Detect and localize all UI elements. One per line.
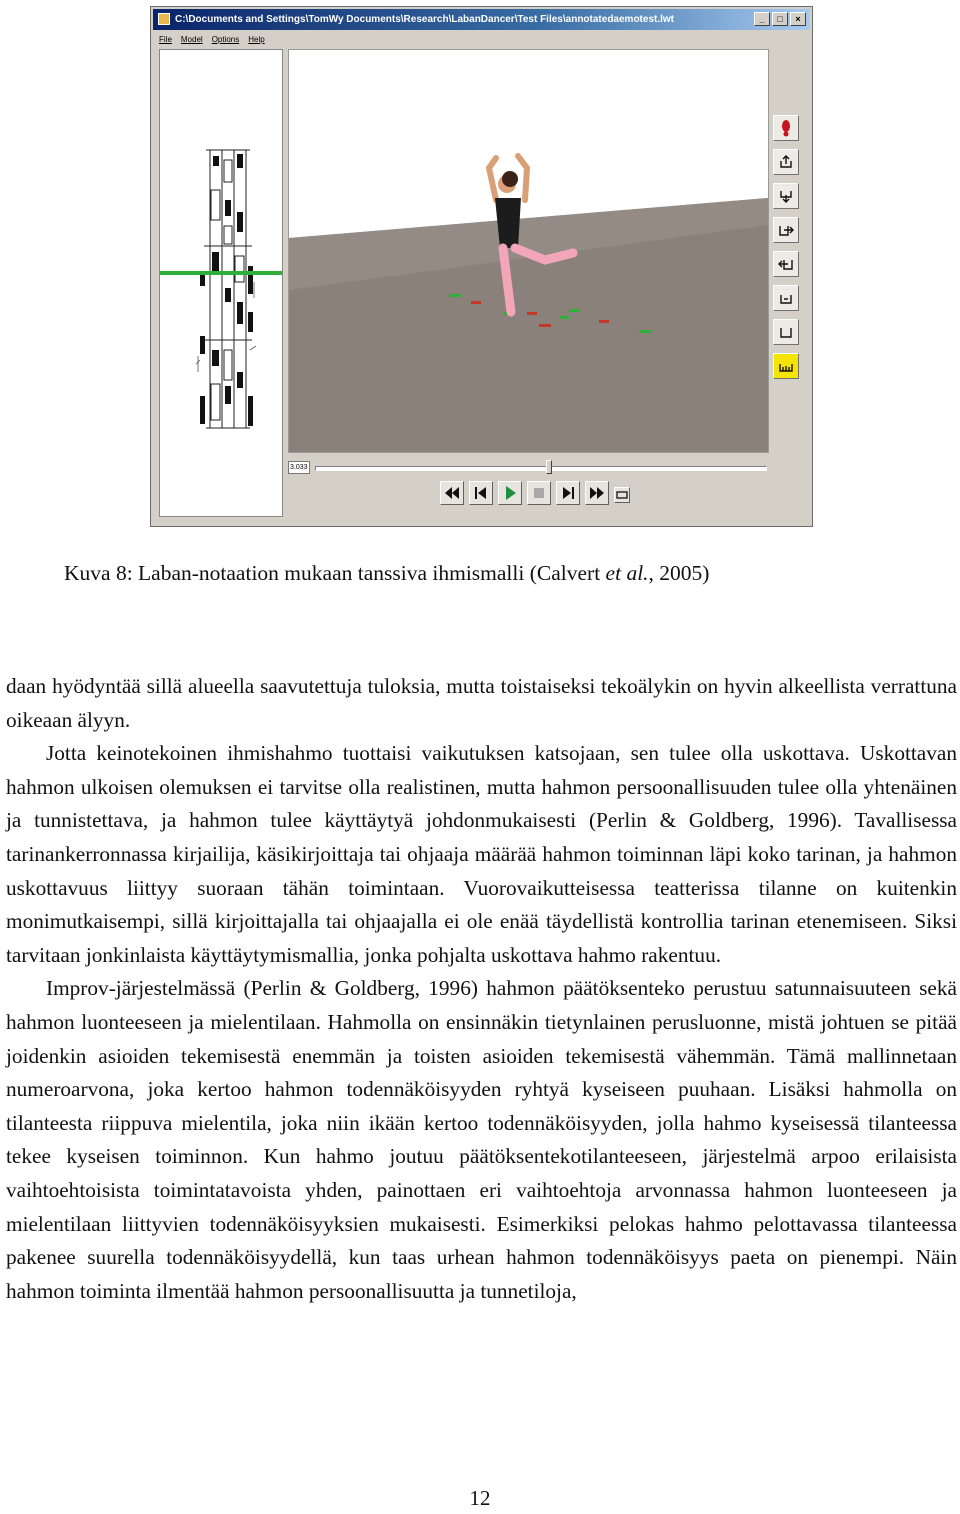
caption-suffix: , 2005)	[648, 561, 710, 585]
paragraph-continued: daan hyödyntää sillä alueella saavutettuja tuloksia, mutta toistaiseksi tekoälykin on hyvin alkeellista verrattuna oikeaan älyyn.	[6, 674, 957, 732]
window-title: C:\Documents and Settings\TomWy Documents\Research\LabanDancer\Test Files\annotatedaemotest.lwt	[175, 14, 674, 25]
caption-prefix: Kuva 8: Laban-notaation mukaan tanssiva ihmismalli (Calvert	[64, 561, 606, 585]
step-forward-icon[interactable]	[556, 481, 580, 505]
menu-file[interactable]: File	[159, 35, 172, 44]
labanotation-score	[160, 50, 282, 516]
timeline-slider-thumb[interactable]	[546, 460, 552, 474]
dance-stage-scene	[289, 50, 768, 452]
menu-options[interactable]: Options	[211, 35, 240, 44]
labanotation-score-panel[interactable]	[159, 49, 283, 517]
fast-forward-icon[interactable]	[585, 481, 609, 505]
footprint-icon[interactable]	[773, 115, 799, 141]
stage-box-icon[interactable]	[773, 319, 799, 345]
paragraph-improv: Improv-järjestelmässä (Perlin & Goldberg, 1996) hahmon päätöksenteko perustuu satunnaisuuteen sekä hahmon luonteeseen ja mielentilaan. Hahmolla on ensinnäkin tietynlainen perusluonne, mistä johtuen se pitää joidenkin asioiden tekemisestä enemmän ja toisten asioiden tekemisestä vähemmän. Tämä mallinnetaan numeroarvona, joka kertoo hahmon todennäköisyyden ryhtyä kyseiseen puuhaan. Lisäksi hahmolla on tilanteesta riippuva mielentila, joka niin ikään kertoo todennäköisyyden, jolla hahmo kyseisessä tilanteessa tekee kyseisen toiminnon. Kun hahmo joutuu päätöksentekotilanteeseen, järjestelmä arpoo erilaisista vaihtoehtoisista toimintatavoista yhden, painottaen eri vaihtoehtoja arvonnassa hahmon luonteeseen ja mielentilaan liittyvien todennäköisyyksien mukaisesti. Esimerkiksi pelokas hahmo pelottavassa tilanteessa pakenee suurella todennäköisyydellä, kun taas urhean hahmon todennäköisyys paeta on pienempi. Näin hahmon toiminta ilmentää hahmon persoonallisuutta ja tunnetiloja,	[6, 976, 957, 1303]
3d-viewport[interactable]	[288, 49, 769, 453]
figure-screenshot	[150, 6, 813, 527]
rewind-icon[interactable]	[440, 481, 464, 505]
step-back-icon[interactable]	[469, 481, 493, 505]
loop-icon[interactable]	[614, 487, 630, 503]
maximize-icon[interactable]: □	[772, 12, 788, 26]
menu-model[interactable]: Model	[180, 35, 203, 44]
stage-up-icon[interactable]	[773, 149, 799, 175]
window-titlebar	[153, 9, 810, 30]
menu-help[interactable]: Help	[248, 35, 265, 44]
menu-bar	[153, 31, 810, 48]
minimize-icon[interactable]: _	[754, 12, 770, 26]
paragraph-credibility: Jotta keinotekoinen ihmishahmo tuottaisi vaikutuksen katsojaan, sen tulee olla uskottava. Uskottavan hahmon ulkoisen olemuksen ei tarvitse olla realistinen, mutta hahmon persoonallisuuden tulee olla yhtenäinen ja tunnistettava, ja hahmon tulee käyttäytyä johdonmukaisesti (Perlin & Goldberg, 1996). Tavallisessa tarinankerronnassa kirjailija, käsikirjoittaja tai ohjaaja määrää hahmon toiminnan läpi koko tarinan, ja hahmon uskottavuus liittyy suoraan tähän toimintaan. Vuorovaikutteisessa teatterissa tilanne on kuitenkin monimutkaisempi, sillä kirjoittajalla tai ohjaajalla ei ole enää täydellistä kontrollia tarinan etenemiseen. Siksi tarvitaan jonkinlaista käyttäytymismallia, jonka pohjalta uskottava hahmo rakentuu.	[6, 741, 957, 967]
figure-caption	[64, 561, 709, 586]
close-icon[interactable]: ×	[790, 12, 806, 26]
page-number: 12	[469, 1486, 491, 1510]
app-icon	[158, 13, 170, 25]
time-field[interactable]: 3.033	[288, 461, 310, 474]
play-icon[interactable]	[498, 481, 522, 505]
stage-right-icon[interactable]	[773, 217, 799, 243]
stage-center-icon[interactable]	[773, 285, 799, 311]
stop-icon[interactable]	[527, 481, 551, 505]
stage-left-icon[interactable]	[773, 251, 799, 277]
app-client-area	[155, 49, 807, 519]
timeline-slider[interactable]	[315, 466, 767, 471]
body-text	[6, 670, 957, 1308]
window-controls	[754, 12, 806, 26]
caption-et-al: et al.	[605, 561, 649, 585]
stage-down-icon[interactable]	[773, 183, 799, 209]
grid-icon[interactable]	[773, 353, 799, 379]
